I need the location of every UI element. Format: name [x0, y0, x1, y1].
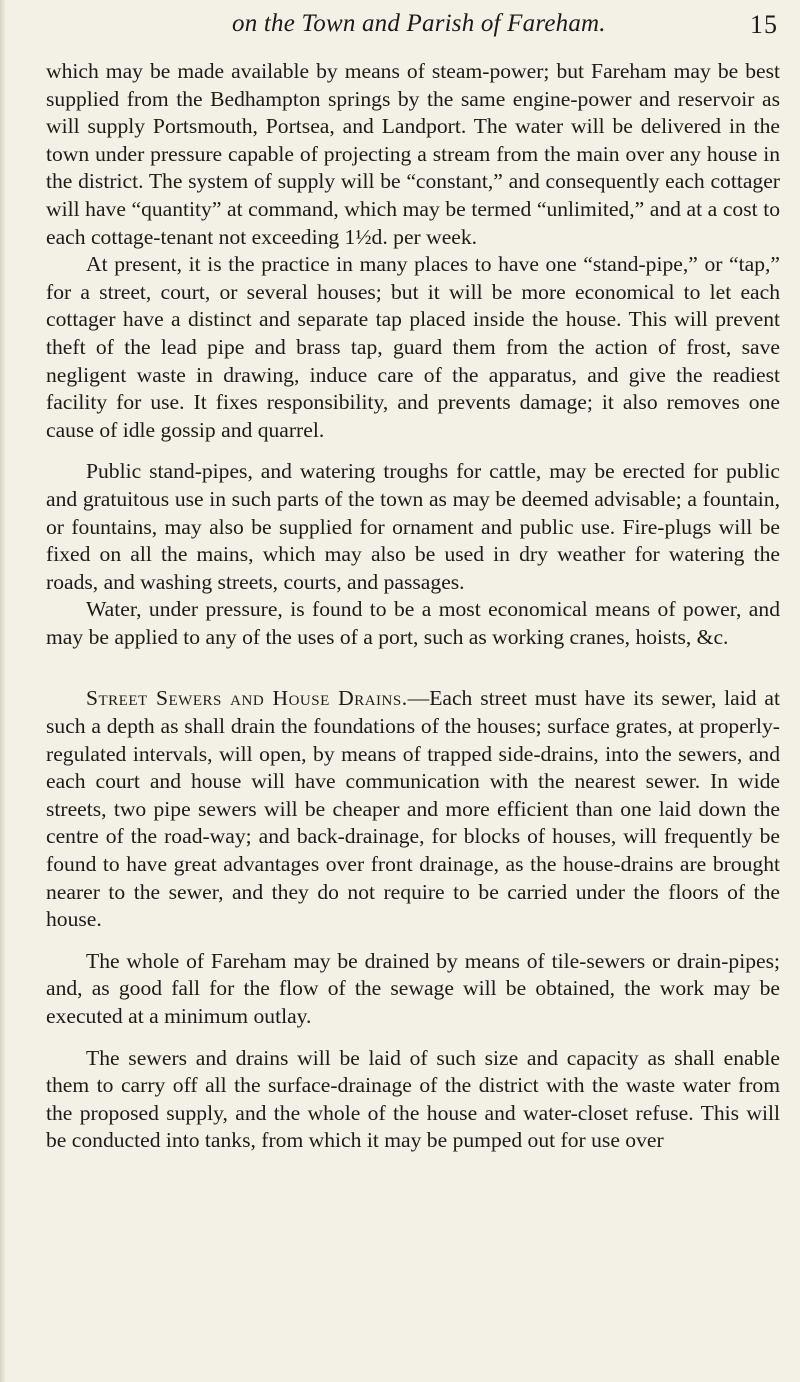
running-head — [0, 10, 800, 50]
paragraph-water-supply: which may be made available by means of steam-power; but Fareham may be best supplied from the Bedhampton springs by the same engine-power and reservoir as will supply Portsmouth, Portsea, and Landport. The water will be delivered in the town under pressure capable of projecting a stream from the main over any house in the district. The system of supply will be “constant,” and consequently each cottager will have “quantity” at command, which may be termed “unlimited,” and at a cost to each cottage-tenant not exceeding 1½d. per week. — [46, 59, 780, 249]
paragraph-street-sewers — [46, 685, 780, 933]
running-head-title: on the Town and Parish of Fareham. — [232, 10, 606, 37]
paragraph-public-standpipes: Public stand-pipes, and watering troughs for cattle, may be erected for public and gratuitous use in such parts of the town as may be deemed advisable; a fountain, or fountains, may also be supplied for ornament and public use. Fire-plugs will be fixed on all the mains, which may also be used in dry weather for watering the roads, and washing streets, courts, and passages. — [46, 459, 780, 594]
paragraph-water-power: Water, under pressure, is found to be a most economical means of power, and may be applied to any of the uses of a port, such as working cranes, hoists, &c. — [46, 597, 780, 649]
paragraph-tile-sewers: The whole of Fareham may be drained by means of tile-sewers or drain-pipes; and, as good fall for the flow of the sewage will be obtained, the work may be executed at a minimum outlay. — [46, 948, 780, 1028]
body-text — [46, 58, 780, 1155]
paragraph-sewer-capacity: The sewers and drains will be laid of such size and capacity as shall enable them to carry off all the surface-drainage of the district with the waste water from the proposed supply, and the whole of the house and water-closet refuse. This will be conducted into tanks, from which it may be pumped out for use over — [46, 1045, 780, 1153]
street-sewers-text: —Each street must have its sewer, laid at such a depth as shall drain the foundations of the houses; surface grates, at properly-regulated intervals, will open, by means of trapped side-drains, into the sewers, and each court and house will have communication with the nearest sewer. In wide streets, two pipe sewers will be cheaper and more efficient than one laid down the centre of the road-way; and back-drainage, for blocks of houses, will frequently be found to have great advantages over front drainage, as the house-drains are brought nearer to the sewer, and they do not require to be carried under the floors of the house. — [46, 686, 780, 932]
page-gutter-shadow — [0, 0, 6, 1382]
section-heading-street-sewers: Street Sewers and House Drains. — [86, 686, 408, 711]
paragraph-standpipes: At present, it is the practice in many places to have one “stand-pipe,” or “tap,” for a street, court, or several houses; but it will be more economical to let each cottager have a distinct and separate tap placed inside the house. This will prevent theft of the lead pipe and brass tap, guard them from the action of frost, save negligent waste in drawing, induce care of the apparatus, and give the readiest facility for use. It fixes responsibility, and prevents damage; it also removes one cause of idle gossip and quarrel. — [46, 252, 780, 442]
page-number: 15 — [750, 10, 778, 39]
